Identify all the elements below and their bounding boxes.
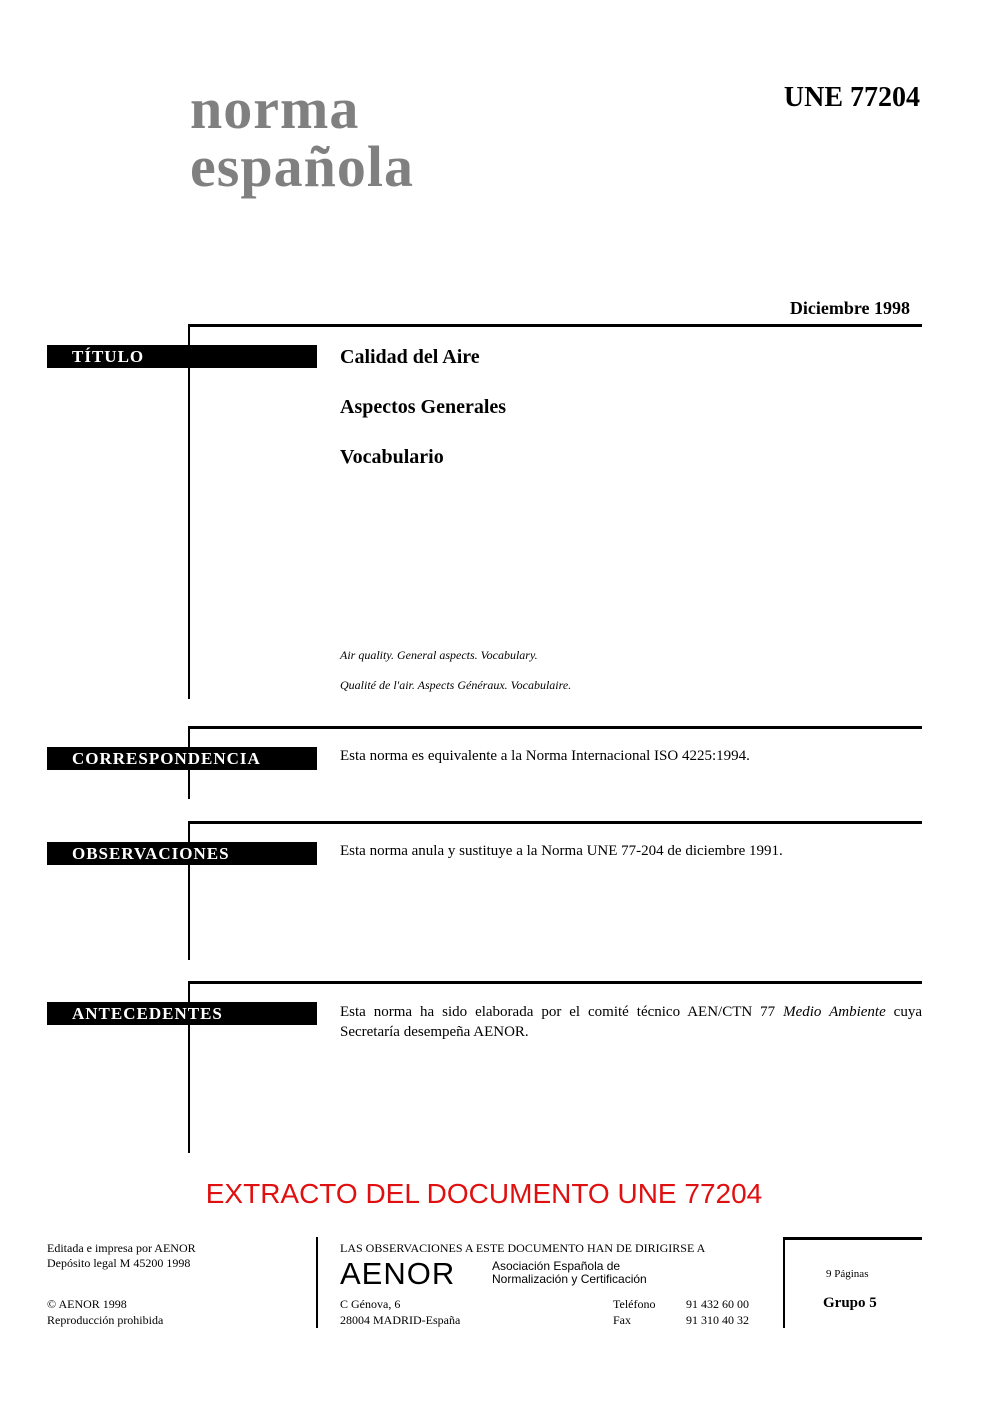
footer-street: C Génova, 6 (340, 1297, 401, 1311)
footer-notice: LAS OBSERVACIONES A ESTE DOCUMENTO HAN DE DIRIGIRSE A (340, 1241, 706, 1255)
antecedentes-text (340, 1002, 922, 1042)
section-divider-observaciones (188, 821, 922, 824)
footer-fax-label: Fax (613, 1313, 631, 1327)
section-divider-titulo (188, 324, 922, 327)
footer-deposit: Depósito legal M 45200 1998 (47, 1256, 191, 1270)
antecedentes-committee-name: Medio Ambiente (783, 1004, 886, 1020)
aenor-logo: AENOR (340, 1256, 456, 1291)
footer-pages: 9 Páginas (826, 1268, 869, 1280)
label-observaciones: OBSERVACIONES (47, 842, 317, 865)
footer-edited: Editada e impresa por AENOR (47, 1241, 196, 1255)
section-divider-correspondencia (188, 726, 922, 729)
extract-watermark: EXTRACTO DEL DOCUMENTO UNE 77204 (205, 1178, 763, 1209)
label-titulo: TÍTULO (47, 345, 317, 368)
brand-title (190, 76, 414, 199)
assoc-line-1: Asociación Española de (492, 1259, 621, 1273)
correspondencia-text: Esta norma es equivalente a la Norma Internacional ISO 4225:1994. (340, 748, 750, 764)
footer-reproduction: Reproducción prohibida (47, 1313, 164, 1327)
title-translation-en: Air quality. General aspects. Vocabulary. (340, 648, 538, 662)
document-date: Diciembre 1998 (789, 298, 910, 318)
label-correspondencia: CORRESPONDENCIA (47, 747, 317, 770)
footer-fax: 91 310 40 32 (686, 1313, 749, 1327)
footer-group: Grupo 5 (823, 1295, 877, 1311)
title-translation-fr: Qualité de l'air. Aspects Généraux. Vocabulaire. (340, 678, 572, 692)
footer-phone: 91 432 60 00 (686, 1297, 749, 1311)
footer-city: 28004 MADRID-España (340, 1313, 461, 1327)
assoc-line-2: Normalización y Certificación (492, 1272, 647, 1286)
antecedentes-text-end: cuya Secretaría desempeña AENOR. (340, 1004, 922, 1040)
aenor-association-name (492, 1260, 647, 1286)
section-rule-titulo (188, 324, 190, 699)
title-line-2: Aspectos Generales (340, 396, 507, 418)
document-code: UNE 77204 (783, 82, 920, 113)
section-divider-antecedentes (188, 981, 922, 984)
antecedentes-text-start: Esta norma ha sido elaborada por el comité técnico AEN/CTN 77 (340, 1004, 784, 1020)
label-antecedentes: ANTECEDENTES (47, 1002, 317, 1025)
brand-line-2: española (190, 134, 414, 199)
brand-line-1: norma (190, 76, 360, 141)
footer-box-top (783, 1237, 922, 1240)
footer-rule-left (316, 1237, 318, 1328)
footer-rule-right (783, 1237, 785, 1328)
footer-phone-label: Teléfono (613, 1297, 656, 1311)
title-line-1: Calidad del Aire (340, 346, 480, 368)
footer-copyright: © AENOR 1998 (47, 1297, 127, 1311)
observaciones-text: Esta norma anula y sustituye a la Norma UNE 77-204 de diciembre 1991. (340, 843, 783, 859)
title-line-3: Vocabulario (340, 446, 444, 468)
